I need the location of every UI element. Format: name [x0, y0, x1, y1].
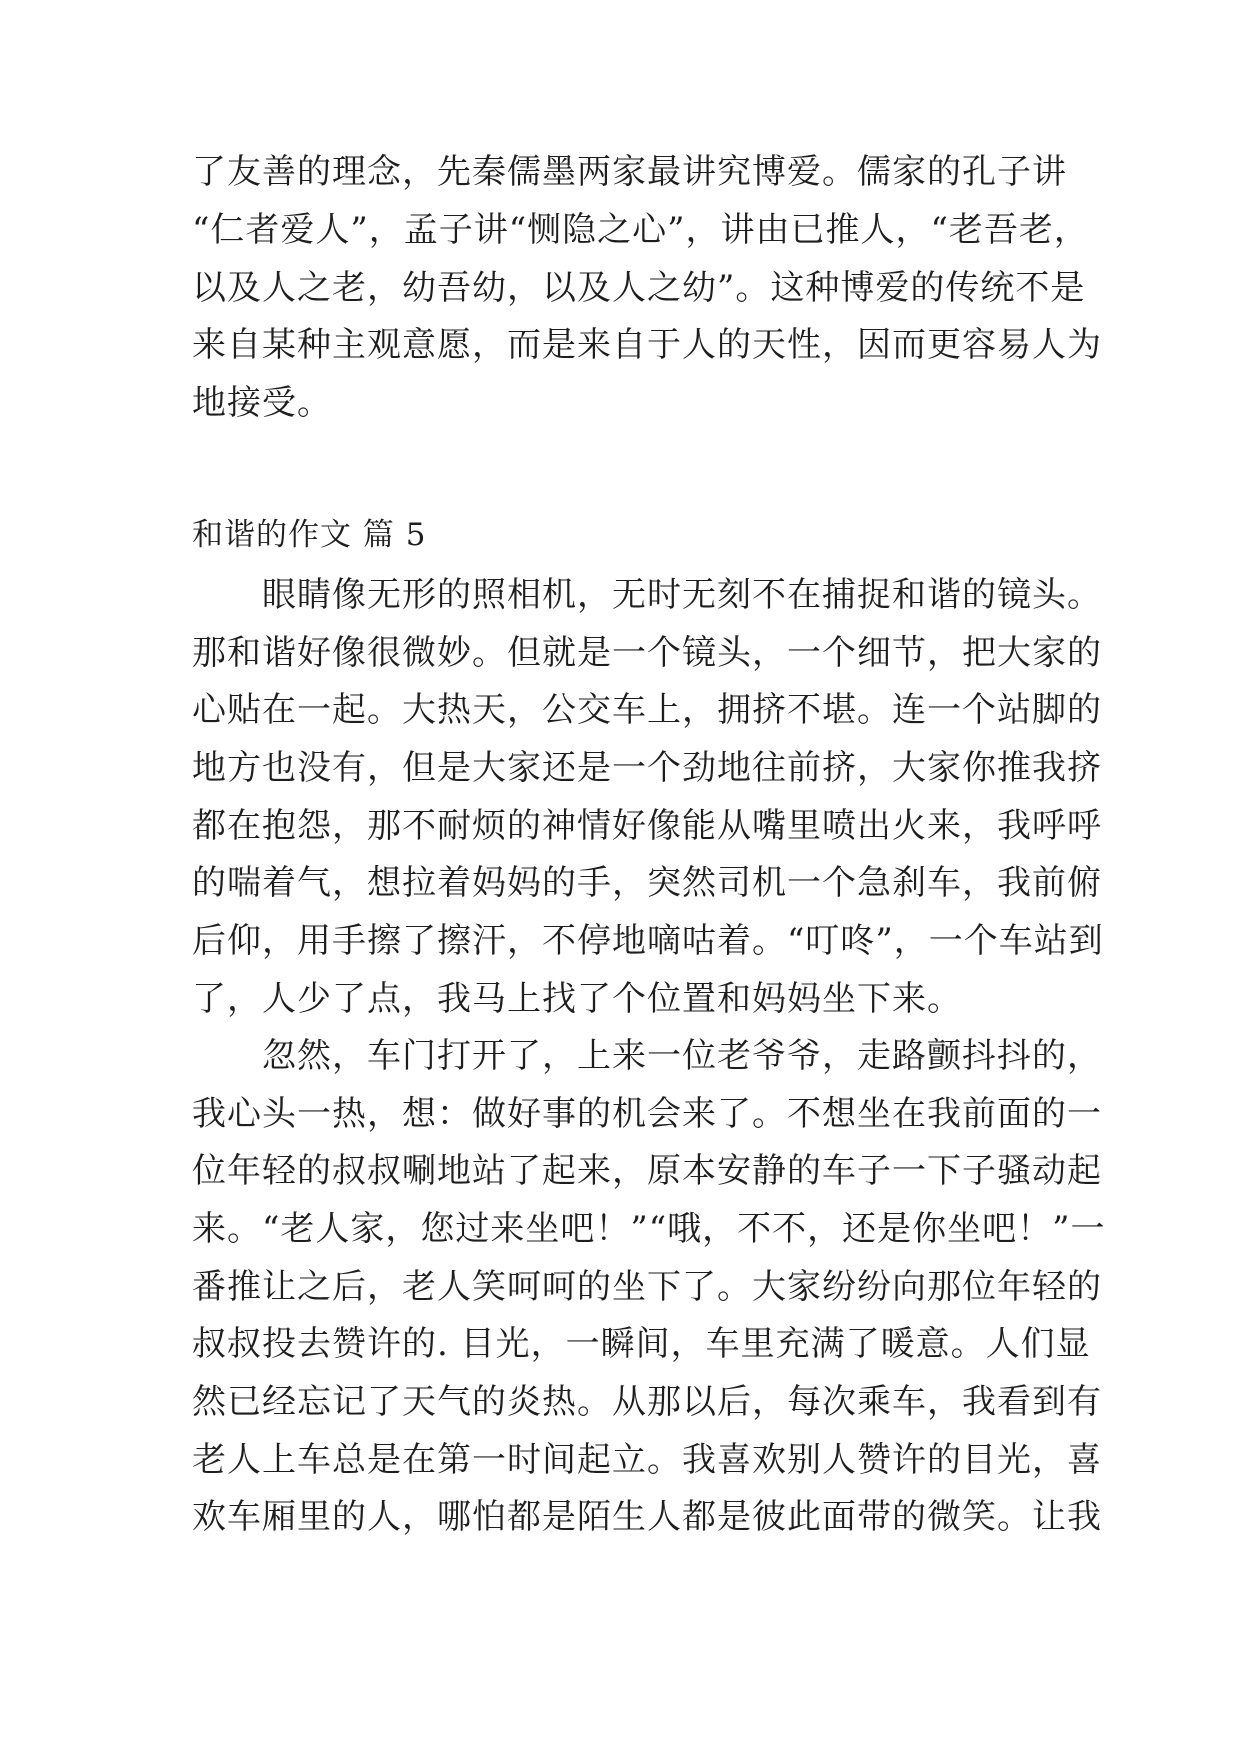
text-line: 来。“老人家，您过来坐吧！”“哦，不不，还是你坐吧！”一 [192, 1209, 1106, 1249]
text-line: 地方也没有，但是大家还是一个劲地往前挤，大家你推我挤 [192, 748, 1102, 788]
text-line: 老人上车总是在第一时间起立。我喜欢别人赞许的目光，喜 [192, 1440, 1102, 1480]
text-line: 地接受。 [192, 383, 332, 423]
paragraph-first-line: 眼睛像无形的照相机，无时无刻不在捕捉和谐的镜头。 [262, 575, 1102, 615]
text-line: “仁者爱人”，孟子讲“恻隐之心”，讲由已推人，“老吾老， [192, 210, 1089, 250]
text-line: 然已经忘记了天气的炎热。从那以后，每次乘车，我看到有 [192, 1382, 1102, 1422]
text-line: 了，人少了点，我马上找了个位置和妈妈坐下来。 [192, 979, 962, 1019]
text-line: 叔叔投去赞许的. 目光，一瞬间，车里充满了暖意。人们显 [192, 1324, 1091, 1364]
text-line: 我心头一热，想：做好事的机会来了。不想坐在我前面的一 [192, 1094, 1102, 1134]
text-line: 以及人之老，幼吾幼，以及人之幼”。这种博爱的传统不是 [192, 268, 1086, 308]
text-line: 的喘着气，想拉着妈妈的手，突然司机一个急刹车，我前俯 [192, 863, 1102, 903]
text-line: 心贴在一起。大热天，公交车上，拥挤不堪。连一个站脚的 [192, 690, 1102, 730]
text-line: 来自某种主观意愿，而是来自于人的天性，因而更容易人为 [192, 325, 1102, 365]
text-line: 那和谐好像很微妙。但就是一个镜头，一个细节，把大家的 [192, 633, 1102, 673]
paragraph-first-line: 忽然，车门打开了，上来一位老爷爷，走路颤抖抖的， [262, 1036, 1102, 1076]
text-line: 位年轻的叔叔唰地站了起来，原本安静的车子一下子骚动起 [192, 1151, 1102, 1191]
text-line: 欢车厢里的人，哪怕都是陌生人都是彼此面带的微笑。让我 [192, 1497, 1102, 1537]
text-line: 都在抱怨，那不耐烦的神情好像能从嘴里喷出火来，我呼呼 [192, 806, 1102, 846]
text-line: 后仰，用手擦了擦汗，不停地嘀咕着。“叮咚”，一个车站到 [192, 921, 1104, 961]
text-line: 番推让之后，老人笑呵呵的坐下了。大家纷纷向那位年轻的 [192, 1267, 1102, 1307]
text-line: 了友善的理念，先秦儒墨两家最讲究博爱。儒家的孔子讲 [192, 152, 1067, 192]
section-heading: 和谐的作文 篇 5 [192, 517, 427, 553]
